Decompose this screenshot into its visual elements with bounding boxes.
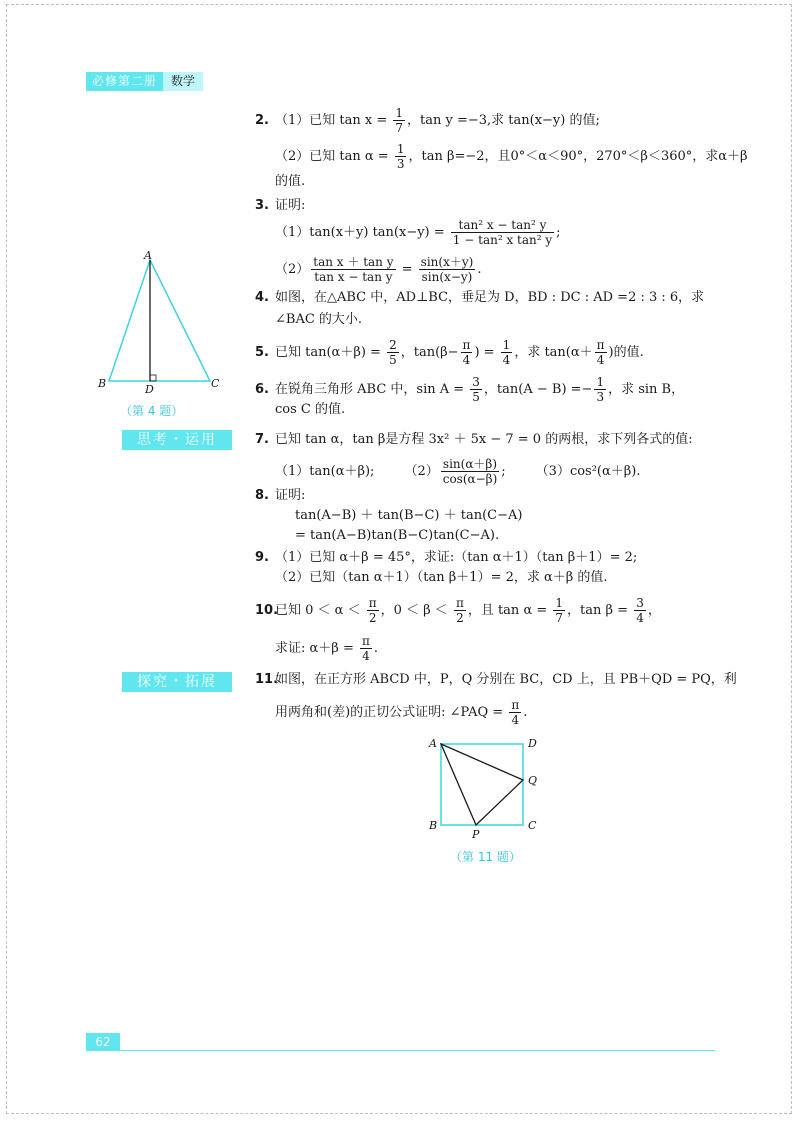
fig11-label-b: B (429, 819, 438, 832)
fraction: $\frac{\pi}{2}$ (368, 596, 377, 625)
footer-rule (120, 1050, 715, 1051)
page-number: 62 (86, 1033, 120, 1051)
fig11-label-q: Q (528, 774, 538, 787)
fraction: $\frac{\text{tan x ＋ tan y}}{\text{tan x − tan y}}$ (313, 255, 394, 284)
problem-5: 5. 已知 tan(α＋β) = $\frac{2}{5}$ ，tan(β− $\frac{\pi}{4}$ ) = $\frac{1}{4}$ ，求 tan(α＋ $\frac{\pi}{4}$ )的值. (255, 338, 644, 367)
problem-3b: （2） $\frac{\text{tan x ＋ tan y}}{\text{tan x − tan y}}$ = $\frac{\sin(x+y)}{\sin(x-y)}$ . (275, 255, 482, 284)
figure-11-square (420, 730, 560, 845)
fraction: $\frac{3}{5}$ (472, 375, 480, 404)
fig11-label-p: P (472, 828, 480, 841)
problem-number: 10. (255, 603, 279, 618)
fraction: $\frac{\sin(\alpha+\beta)}{\cos(\alpha-\beta)}$ (442, 457, 498, 486)
fraction: $\frac{1}{3}$ (596, 375, 605, 404)
problem-11-line2: 用两角和(差)的正切公式证明: ∠PAQ = $\frac{\pi}{4}$ . (275, 698, 528, 727)
subject-label: 数学 (163, 72, 203, 91)
book-title: 必修第二册 (86, 72, 163, 91)
fraction: $\frac{3}{4}$ (636, 596, 644, 625)
figure-4-triangle (95, 250, 225, 398)
problem-4: 4. 如图，在△ABC 中，AD⊥BC，垂足为 D，BD : DC : AD =2 : 3 : 6，求 (255, 288, 704, 308)
problem-number: 2. (255, 113, 269, 128)
problem-9b: （2）已知（tan α＋1）（tan β＋1）= 2，求 α＋β 的值. (275, 570, 608, 585)
problem-number: 6. (255, 382, 269, 397)
problem-8-line2: = tan(A−B)tan(B−C)tan(C−A). (295, 528, 500, 543)
problem-2b-tail: 的值. (275, 174, 306, 189)
problem-number: 11. (255, 672, 279, 687)
fraction: $\frac{\sin(x+y)}{\sin(x-y)}$ (420, 255, 474, 284)
problem-8-title: 8. 证明: (255, 486, 305, 506)
problem-7: 7. 已知 tan α，tan β是方程 3x² ＋ 5x − 7 = 0 的两根，求下列各式的值: (255, 430, 693, 450)
problem-3a: （1）tan(x＋y) tan(x−y) = $\frac{\text{tan² x − tan² y}}{\text{1 − tan² x tan² y}}$ ; (275, 218, 561, 247)
fig11-label-c: C (528, 819, 537, 832)
fig4-label-d: D (145, 383, 154, 396)
fraction: $\frac{\pi}{4}$ (361, 634, 370, 663)
fraction: $\frac{\pi}{4}$ (596, 338, 605, 367)
problem-number: 8. (255, 488, 269, 503)
fraction: $\frac{\text{tan² x − tan² y}}{\text{1 − tan² x tan² y}}$ (452, 218, 553, 247)
problem-number: 7. (255, 432, 269, 447)
problem-4-line2: ∠BAC 的大小. (275, 312, 363, 327)
problem-number: 5. (255, 345, 269, 360)
figure-11-caption: （第 11 题） (450, 850, 521, 864)
fraction: $\frac{\pi}{4}$ (462, 338, 471, 367)
problem-number: 4. (255, 290, 269, 305)
fraction: $\frac{1}{4}$ (502, 338, 511, 367)
problem-11: 11.如图，在正方形 ABCD 中，P，Q 分别在 BC，CD 上，且 PB＋QD = PQ，利 (255, 670, 737, 690)
problem-3-title: 3. 证明: (255, 196, 305, 216)
problem-10-line2: 求证: α＋β = $\frac{\pi}{4}$ . (275, 634, 378, 663)
fig4-label-b: B (98, 377, 107, 390)
fraction: $\frac{1}{3}$ (396, 142, 405, 171)
problem-6: 6. 在锐角三角形 ABC 中，sin A = $\frac{3}{5}$ ，tan(A − B) =− $\frac{1}{3}$ ，求 sin B， (255, 375, 685, 404)
figure-4-caption: （第 4 题） (120, 404, 184, 418)
fraction: $\frac{2}{5}$ (389, 338, 397, 367)
fig4-label-a: A (144, 250, 152, 262)
fraction: $\frac{1}{7}$ (395, 106, 404, 135)
fig11-label-d: D (528, 737, 537, 750)
fig4-label-c: C (211, 377, 220, 390)
problem-number: 9. (255, 550, 269, 565)
problem-10: 10.已知 0 ＜ α ＜ $\frac{\pi}{2}$ ，0 ＜ β ＜ $\frac{\pi}{2}$ ，且 tan α = $\frac{1}{7}$ ，tan β = $\frac{3}{4}$ ， (255, 596, 661, 625)
problem-6-line2: cos C 的值. (275, 402, 346, 417)
problem-7-parts: （1）tan(α＋β); （2） $\frac{\sin(\alpha+\beta)}{\cos(\alpha-\beta)}$ ; （3）cos²(α＋β). (275, 457, 641, 486)
fraction: $\frac{\pi}{4}$ (511, 698, 520, 727)
problem-number: 3. (255, 198, 269, 213)
problem-2b: （2）已知 tan α = $\frac{1}{3}$ ，tan β=−2，且0°＜α＜90°，270°＜β＜360°，求α＋β (275, 142, 748, 171)
problem-8-line1: tan(A−B) ＋ tan(B−C) ＋ tan(C−A) (295, 508, 523, 523)
fraction: $\frac{1}{7}$ (555, 596, 564, 625)
section-think-banner: 思考・运用 (122, 430, 232, 450)
problem-2a: 2. （1）已知 tan x = $\frac{1}{7}$ ，tan y =−3,求 tan(x−y) 的值; (255, 106, 600, 135)
fig11-label-a: A (429, 737, 437, 750)
page-header (86, 72, 203, 91)
section-explore-banner: 探究・拓展 (122, 672, 232, 692)
fraction: $\frac{\pi}{2}$ (455, 596, 464, 625)
problem-9a: 9. （1）已知 α＋β = 45°，求证:（tan α＋1）（tan β＋1）= 2; (255, 548, 637, 568)
